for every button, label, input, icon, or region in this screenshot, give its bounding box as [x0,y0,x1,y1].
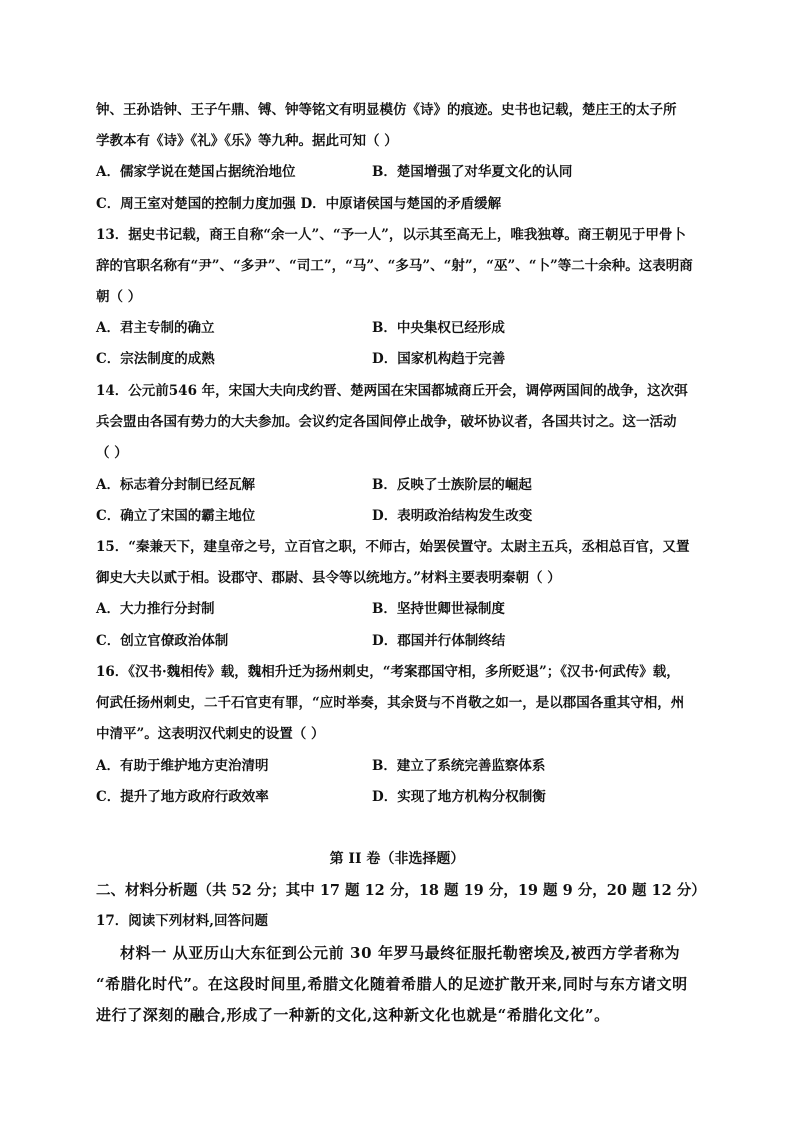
q16-stem-line-2: 何武任扬州刺史，二千石官吏有罪，“应时举奏，其余贤与不肖敬之如一，是以郡国各重其守相，州 [96,695,685,711]
q14-option-a: A．标志着分封制已经瓦解 [96,477,255,493]
material-1-line-3: 进行了深刻的融合,形成了一种新的文化,这种新文化也就是“希腊化文化”。 [96,1006,610,1024]
q13-stem-line-3: 朝（ ） [96,289,142,305]
q13-stem-line-1: 13．据史书记载，商王自称“余一人”、“予一人”，以示其至高无上，唯我独尊。商王朝见于甲骨卜 [96,227,686,243]
q12-stem-line-2: 学教本有《诗》《礼》《乐》等九种。据此可知（ ） [96,133,398,149]
q16-option-d: D．实现了地方机构分权制衡 [372,789,546,805]
q12-option-c-d: C．周王室对楚国的控制力度加强 D．中原诸侯国与楚国的矛盾缓解 [96,196,502,212]
q13-option-b: B．中央集权已经形成 [372,320,505,336]
q15-option-b: B．坚持世卿世禄制度 [372,601,505,617]
q14-option-c: C．确立了宋国的霸主地位 [96,508,256,524]
q16-option-b: B．建立了系统完善监察体系 [372,758,546,774]
q16-stem-line-3: 中清平”。这表明汉代刺史的设置（ ） [96,726,325,742]
q16-stem-line-1: 16．《汉书·魏相传》载，魏相升迁为扬州刺史，“考案郡国守相，多所贬退”；《汉书·何武传》载， [96,664,680,680]
q15-option-d: D．郡国并行体制终结 [372,633,506,649]
q14-stem-line-2: 兵会盟由各国有势力的大夫参加。会议约定各国间停止战争，破坏协议者，各国共讨之。这一活动 [96,414,677,430]
material-1-line-2: “希腊化时代”。在这段时间里,希腊文化随着希腊人的足迹扩散开来,同时与东方诸文明 [96,975,688,993]
q16-option-c: C．提升了地方政府行政效率 [96,789,269,805]
q13-stem-line-2: 辞的官职名称有“尹”、“多尹”、“司工”，“马”、“多马”、“射”，“巫”、“卜”等二十余种。这表明商 [96,258,693,274]
q13-option-a: A．君主专制的确立 [96,320,215,336]
q15-option-c: C．创立官僚政治体制 [96,633,229,649]
q14-option-b: B．反映了士族阶层的崛起 [372,477,532,493]
q14-stem-line-3: （ ） [96,445,128,461]
q14-stem-line-1: 14．公元前546 年，宋国大夫向戌约晋、楚两国在宋国都城商丘开会，调停两国间的战争，这次弭 [96,383,688,399]
q13-option-d: D．国家机构趋于完善 [372,351,506,367]
section-heading: 二、材料分析题（共 52 分；其中 17 题 12 分，18 题 19 分，19 题 9 分，20 题 12 分） [96,882,706,899]
material-1-line-1: 材料一 从亚历山大东征到公元前 30 年罗马最终征服托勒密埃及,被西方学者称为 [120,944,681,962]
q16-option-a: A．有助于维护地方吏治清明 [96,758,269,774]
q15-stem-line-1: 15．“秦兼天下，建皇帝之号，立百官之职，不师古，始罢侯置守。太尉主五兵，丞相总百官，又置 [96,539,690,555]
q14-option-d: D．表明政治结构发生改变 [372,508,533,524]
q15-stem-line-2: 御史大夫以贰于相。设郡守、郡尉、县令等以统地方。”材料主要表明秦朝（ ） [96,570,561,586]
q12-stem-line-1: 钟、王孙诰钟、王子午鼎、镈、钟等铭文有明显模仿《诗》的痕迹。史书也记载，楚庄王的太子所 [96,102,677,118]
q17-prompt: 17．阅读下列材料,回答问题 [96,913,268,929]
q12-option-a: A．儒家学说在楚国占据统治地位 [96,164,296,180]
part2-title: 第 II 卷（非选择题） [329,851,465,867]
q12-option-b: B．楚国增强了对华夏文化的认同 [372,164,573,180]
q13-option-c: C．宗法制度的成熟 [96,351,215,367]
q15-option-a: A．大力推行分封制 [96,601,215,617]
